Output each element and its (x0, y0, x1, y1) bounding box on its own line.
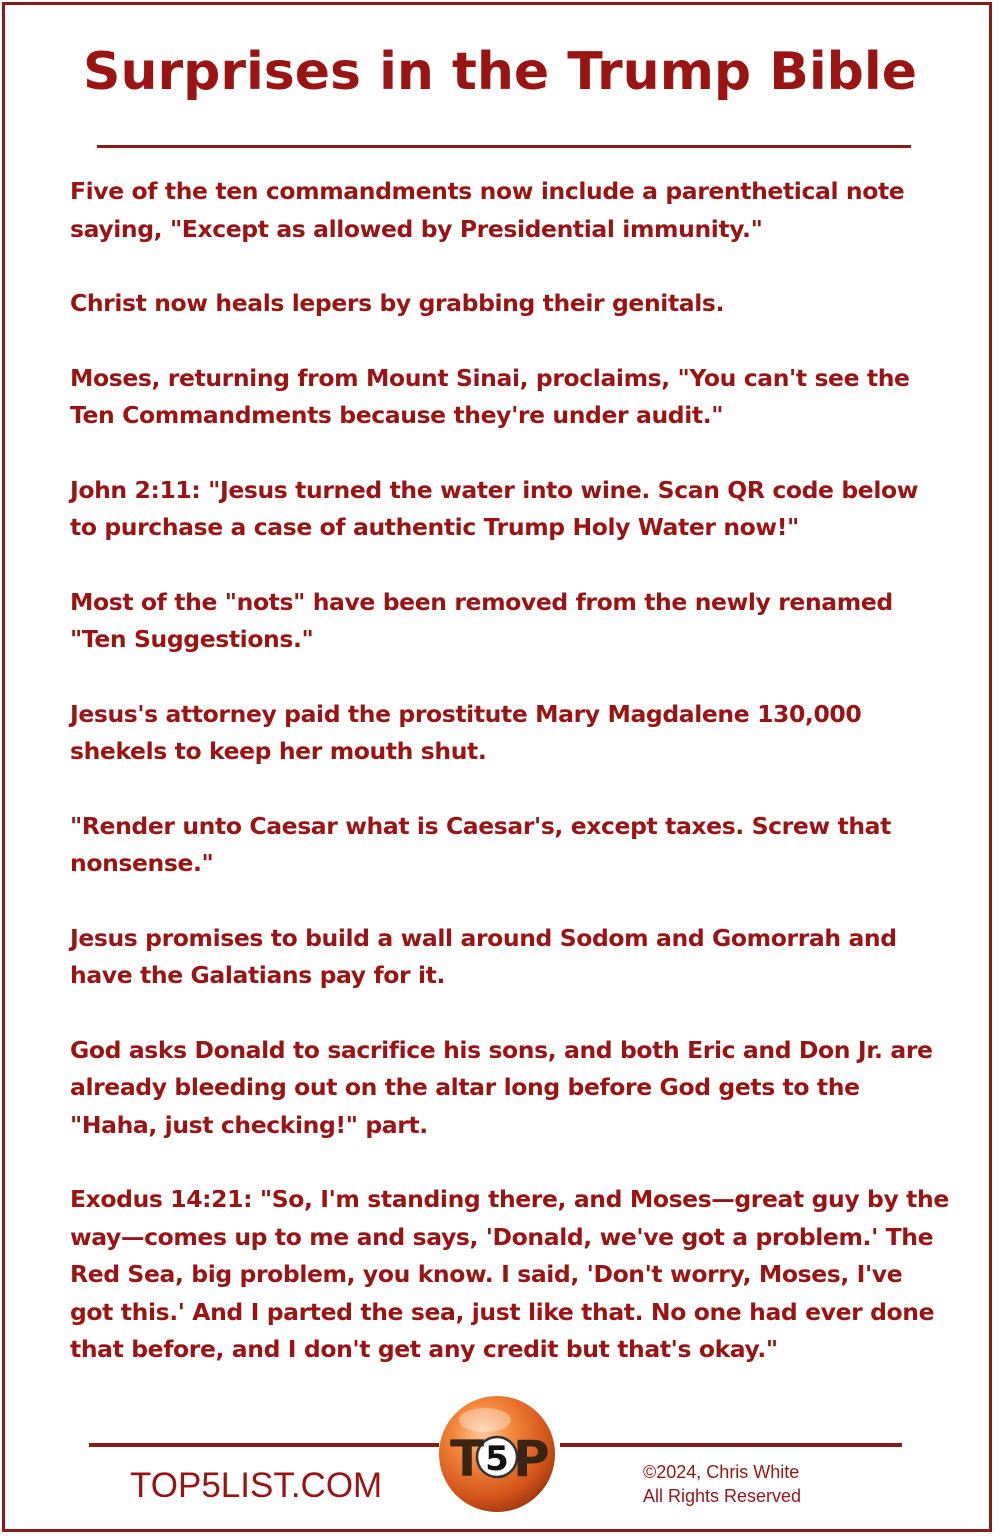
entry-list (70, 173, 950, 1406)
title-divider (97, 145, 911, 148)
list-item: God asks Donald to sacrifice his sons, and both Eric and Don Jr. are already bleeding out on the altar long before God gets to the "Haha, just checking!" part. (70, 1035, 933, 1139)
list-item: Christ now heals lepers by grabbing their genitals. (70, 289, 725, 317)
list-item: Five of the ten commandments now include a parenthetical note saying, "Except as allowed by Presidential immunity." (70, 177, 905, 243)
copyright-line: ©2024, Chris White (643, 1462, 800, 1482)
logo-letter-p: P (513, 1430, 550, 1488)
list-item: John 2:11: "Jesus turned the water into wine. Scan QR code below to purchase a case of authentic Trump Holy Water now!" (70, 475, 919, 541)
site-name: TOP5LIST.COM (130, 1466, 383, 1505)
list-item: Jesus promises to build a wall around Sodom and Gomorrah and have the Galatians pay for it. (70, 923, 897, 989)
page-title: Surprises in the Trump Bible (83, 42, 917, 102)
list-item: Most of the "nots" have been removed from the newly renamed "Ten Suggestions." (70, 587, 893, 653)
footer-divider-right (560, 1443, 902, 1447)
logo-number-five: 5 (485, 1439, 509, 1479)
top5-logo-icon (437, 1394, 557, 1514)
list-item: Jesus's attorney paid the prostitute Mary Magdalene 130,000 shekels to keep her mouth shut. (70, 699, 862, 765)
list-item: Moses, returning from Mount Sinai, proclaims, "You can't see the Ten Commandments because they're under audit." (70, 363, 910, 429)
list-item: Exodus 14:21: "So, I'm standing there, and Moses—great guy by the way—comes up to me and says, 'Donald, we've got a problem.' The Red Sea, big problem, you know. I said, 'Don't worry, Moses, I've got this.' And I parted the sea, just like that. No one had ever done that before, and I don't get any credit but that's okay." (70, 1185, 949, 1363)
copyright-notice (643, 1460, 801, 1508)
rights-line: All Rights Reserved (643, 1486, 802, 1506)
list-item: "Render unto Caesar what is Caesar's, except taxes. Screw that nonsense." (70, 811, 891, 877)
logo-letter-t: T (450, 1430, 485, 1488)
footer-divider-left (89, 1443, 439, 1447)
